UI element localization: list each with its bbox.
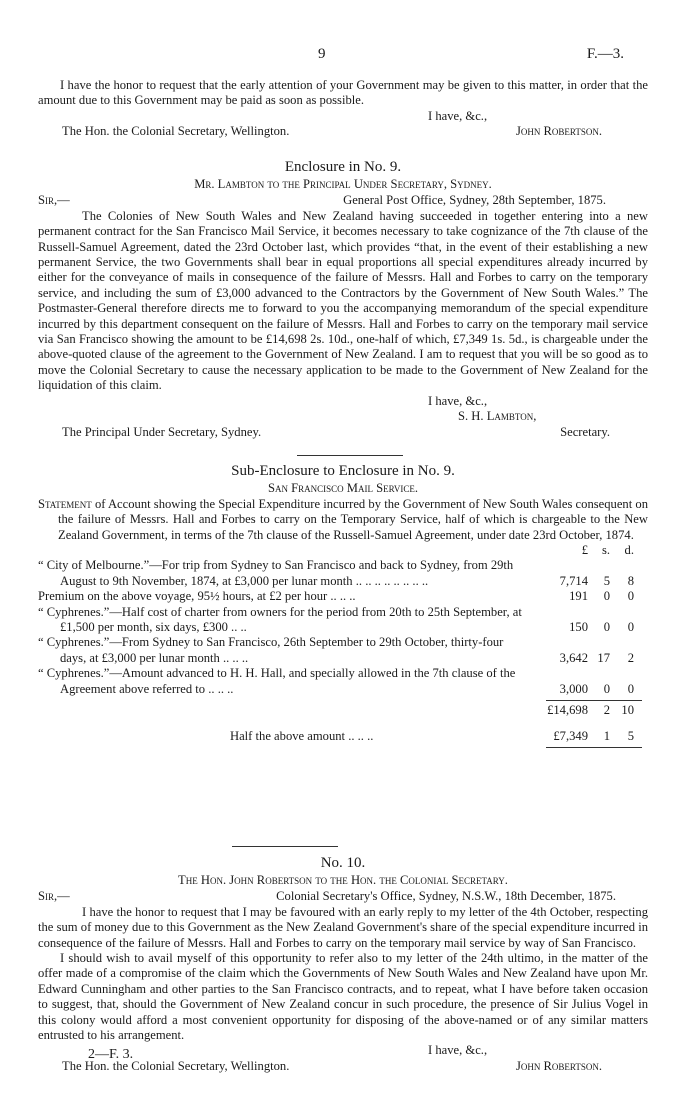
lsd-column-headings: £ s. d. (581, 543, 634, 558)
account-item-text: “ Cyphrenes.”—From Sydney to San Francisco, 26th September to 29th October, thirty-four days, at £3,000 per lunar month .. .. .. (38, 635, 504, 665)
statement-paragraph (38, 497, 648, 543)
no-10-paragraph-1: I have the honor to request that I may be favoured with an early reply to my letter of the 4th October, respecting the sum of money due to this Government as the New Zealand Government's share of the special expenditure incurred in consequence of the failure of Messrs. Hall and Forbes to carry on the temporary mail service by way of San Francisco. (38, 904, 648, 950)
half-rule (546, 747, 642, 748)
intro-paragraph: I have the honor to request that the early attention of your Government may be given to this matter, in order that the amount due to this Government may be paid as soon as possible. (38, 78, 648, 108)
sub-enclosure-subtitle: San Francisco Mail Service. (267, 481, 419, 496)
no-10-addressee: The Hon. the Colonial Secretary, Wellington. (62, 1058, 290, 1073)
divider-rule (297, 455, 403, 456)
intro-signature: John Robertson. (515, 124, 602, 139)
page-number: 9 (318, 46, 326, 62)
enclosure-9 (38, 160, 648, 441)
account-item-text: “ City of Melbourne.”—For trip from Sydney to San Francisco and back to Sydney, from 29th August to 9th November, 1874, at £3,000 per lunar month .. .. .. .. .. .. .. .. (38, 558, 514, 588)
enclosure-9-salutation-row (38, 193, 648, 209)
half-amount-row (38, 729, 648, 745)
sheet-reference: 2—F. 3. (88, 1047, 134, 1062)
letter-no-10 (38, 856, 648, 1075)
enclosure-9-signature: S. H. Lambton, (458, 409, 537, 424)
intro-sign-row (38, 124, 648, 140)
account-item (38, 558, 648, 589)
no-10-salutation-row (38, 889, 648, 905)
account-item (38, 605, 648, 636)
no-10-from: The Hon. John Robertson to the Hon. the Colonial Secretary. (178, 873, 508, 888)
account-item-text: “ Cyphrenes.”—Amount advanced to H. H. Hall, and specially allowed in the 7th clause of the Agreement above referred to .. .. .. (38, 666, 516, 696)
sub-enclosure-title: Sub-Enclosure to Enclosure in No. 9. (231, 463, 455, 479)
account-item (38, 589, 648, 604)
statement-lead: Statement (38, 496, 92, 511)
total-rule (546, 700, 642, 701)
enclosure-9-closing: I have, &c., (428, 393, 488, 408)
no-10-salutation: Sir,— (38, 888, 70, 903)
divider-rule-2 (232, 846, 338, 847)
enclosure-9-addressee: The Principal Under Secretary, Sydney. (62, 424, 262, 439)
enclosure-9-body: The Colonies of New South Wales and New Zealand having succeeded in together entering into a new permanent contract for the San Francisco Mail Service, it becomes necessary to take cognizance of the 7th clause of the Russell-Samuel Agreement, dated the 23rd October last, which provides “that, in the event of their establishing a new permanent Service, the two Governments shall bear in equal proportions all special expenditures already incurred by either for the conveyance of mails in consequence of the failure of Messrs. Hall and Forbes to carry on the temporary service, and including the sum of £3,000 advanced to the Contractors by the Government of New South Wales.” The Postmaster-General therefore directs me to forward to you the accompanying memorandum of the special expenditure incurred by this department consequent on the failure of Messrs. Hall and Forbes to carry on the temporary mail service via San Francisco showing the amount to be £14,698 2s. 10d., one-half of which, £7,349 1s. 5d., is chargeable under the above-quoted clause of the agreement to the Government of New Zealand. I am to request that you will be so good as to move the Colonial Secretary to cause the necessary application to be made to the Government of New Zealand for the liquidation of this claim. (38, 208, 648, 393)
enclosure-9-title: Enclosure in No. 9. (284, 159, 402, 175)
intro-closing: I have, &c., (428, 108, 488, 123)
enclosure-9-salutation: Sir,— (38, 192, 70, 207)
intro-letter (38, 78, 648, 140)
enclosure-9-dateline: General Post Office, Sydney, 28th September, 1875. (343, 192, 606, 207)
sub-enclosure (38, 464, 648, 748)
account-item-amount: 3,000 0 0 (559, 681, 634, 696)
enclosure-9-from: Mr. Lambton to the Principal Under Secretary, Sydney. (194, 177, 492, 192)
intro-addressee: The Hon. the Colonial Secretary, Wellington. (62, 124, 290, 139)
account-item (38, 635, 648, 666)
no-10-closing: I have, &c., (428, 1043, 488, 1058)
account-item-amount: 191 0 0 (569, 589, 634, 604)
half-amount-value: £7,349 1 5 (553, 728, 634, 743)
document-reference: F.—3. (586, 46, 624, 62)
account-item-text: Premium on the above voyage, 95½ hours, at £2 per hour .. .. .. (38, 589, 356, 604)
no-10-signature: John Robertson. (515, 1058, 602, 1073)
no-10-dateline: Colonial Secretary's Office, Sydney, N.S.W., 18th December, 1875. (276, 888, 616, 903)
account-item-amount: 7,714 5 8 (559, 573, 634, 588)
account-item-amount: 150 0 0 (569, 620, 634, 635)
enclosure-9-sig-title: Secretary. (560, 424, 610, 439)
half-amount-label: Half the above amount .. .. .. (230, 728, 374, 743)
statement-text: of Account showing the Special Expenditure incurred by the Government of New South Wales consequent on the failure of Messrs. Hall and Forbes to carry on the Temporary Service, half of which is chargeable to the New Zealand Government, in terms of the 7th clause of the Russell-Samuel Agreement, under date 23rd October, 1874. (58, 496, 648, 542)
account-item-amount: 3,642 17 2 (559, 650, 634, 665)
account-item-text: “ Cyphrenes.”—Half cost of charter from owners for the period from 20th to 25th September, at £1,500 per month, six days, £300 .. .. (38, 604, 522, 635)
no-10-paragraph-2: I should wish to avail myself of this opportunity to refer also to my letter of the 24th ultimo, in the matter of the offer made of a compromise of the claim which the Governments of New South Wales and New Zealand have upon Mr. Edward Cunningham and other parties to the San Francisco contracts, and to repeat, what I have before taken occasion to suggest, that, should the Government of New Zealand concur in such procedure, the presence of Sir Julius Vogel in this colony would afford a most convenient opportunity for disposing of the above-named or of any similar matters entrusted to his arrangement. (38, 951, 648, 1043)
account-item (38, 666, 648, 697)
enclosure-9-sign-row (38, 425, 648, 441)
account-total: £14,698 2 10 (547, 703, 634, 718)
no-10-title: No. 10. (320, 855, 366, 871)
